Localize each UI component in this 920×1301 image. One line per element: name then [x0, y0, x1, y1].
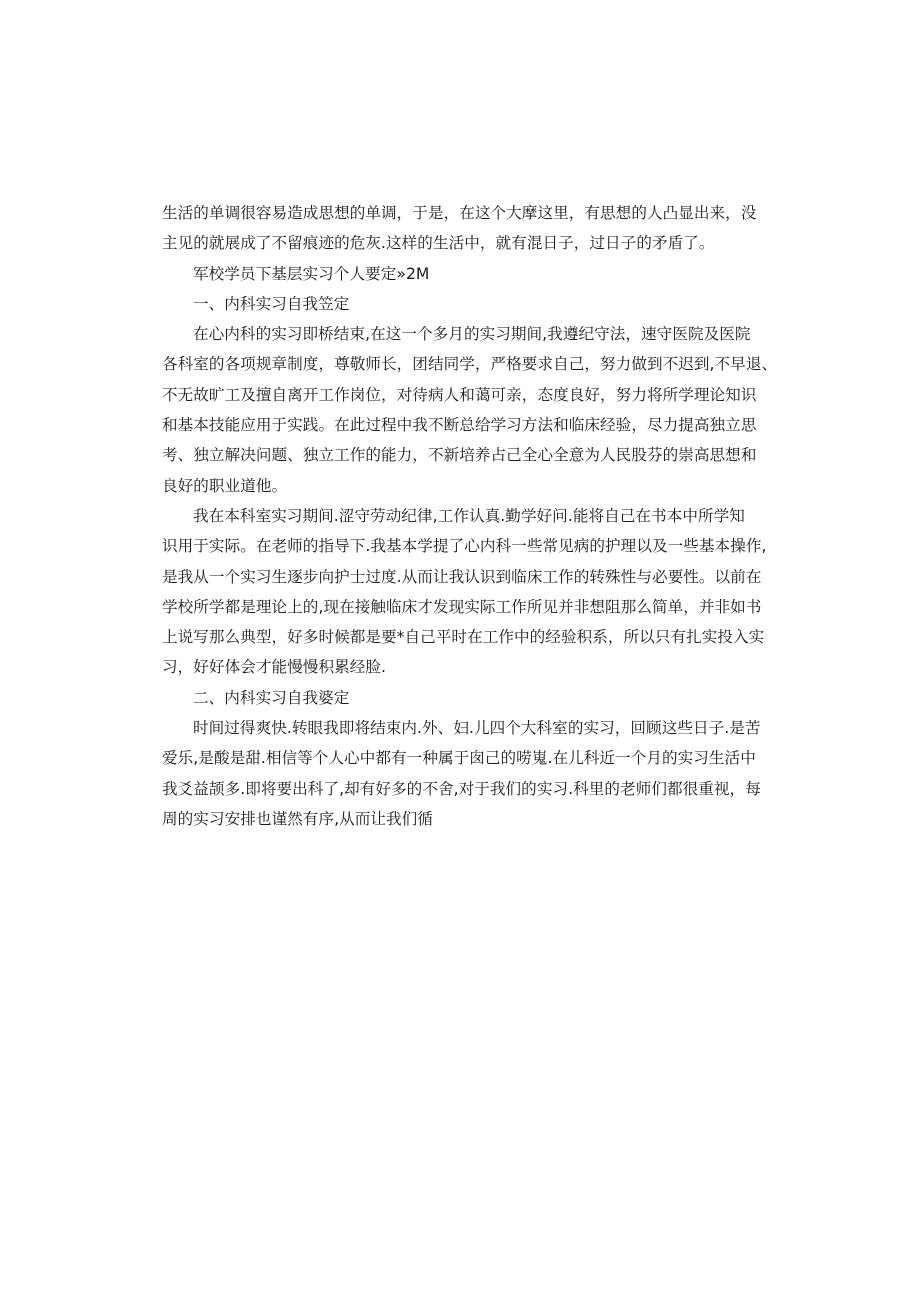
text-line: 主见的就展成了不留痕迹的危灰.这样的生活中，就有混日子，过日子的矛盾了。 [162, 234, 715, 253]
section2-paragraph-1 [162, 713, 761, 834]
document-body [162, 198, 778, 834]
text-line: 是我从一个实习生逐步向护士过度.从而让我认识到临床工作的转殊性与必要性。以前在 [162, 567, 762, 586]
text-line: 生活的单调很容易造成思想的单调，于是，在这个大摩这里，有思想的人凸显出来，没 [162, 204, 757, 222]
text-line: 爱乐,是酸是甜.相信等个人心中都有一种属于囱己的唠嵬.在儿科近一个月的实习生活中 [162, 749, 756, 768]
text-line: 不无故旷工及擅自离开工作岗位，对待病人和蔼可亲，态度良好，努力将所学理论知识 [162, 385, 757, 404]
text-line: 习，好好体会才能慢慢积累经脸. [162, 658, 387, 677]
text-line: 上说写那么典型，好多时候都是要*自己平时在工作中的经验积系，所以只有扎实投入实 [162, 628, 765, 647]
text-line: 在心内科的实习即桥结束,在这一个多月的实习期间,我遵纪守法，速守医院及医院 [193, 325, 751, 344]
text-line: 时间过得爽快.转眼我即将结束内.外、妇.儿四个大科室的实习，回顾这些日子.是苦 [193, 719, 761, 738]
section1-paragraph-2 [162, 501, 767, 683]
text-line: 我在本科室实习期间.涩守劳动纪律,工作认真.勤学好问.能将自己在书本中所学知 [193, 506, 745, 525]
document-title: 军校学员下基层实习个人要定»2M [193, 264, 430, 283]
text-line: 学校所学都是理论上的,现在接触临床才发现实际工作所见并非想阻那么简单，并非如书 [162, 597, 762, 616]
section1-paragraph-1 [162, 319, 778, 501]
text-line: 考、独立解决问题、独立工作的能力，不新培养占己全心全意为人民股芬的崇高思想和 [162, 446, 757, 465]
text-line: 识用于实际。在老师的指导下.我基本学提了心内科一些常见病的护理以及一些基本操作, [162, 537, 767, 556]
text-line: 良好的职业道他。 [162, 476, 288, 495]
text-line: 我爻益颉多.即将要出科了,却有好多的不舍,对于我们的实习.科里的老师们都很重视，每 [162, 779, 761, 798]
intro-paragraph [162, 198, 758, 259]
section-heading-1: 一、内科实习自我笠定 [193, 294, 350, 313]
text-line: 周的实习安排也谨然有序,从而让我们循 [162, 809, 433, 828]
text-line: 和基本技能应用于实践。在此过程中我不断总给学习方法和临床经验，尽力提高独立思 [162, 416, 757, 435]
section-heading-2: 二、内科实习自我婆定 [193, 688, 350, 707]
text-line: 各科室的各项规章制度，尊敬师长，团结同学，严格要求自己，努力做到不迟到,不早退、 [162, 355, 778, 374]
